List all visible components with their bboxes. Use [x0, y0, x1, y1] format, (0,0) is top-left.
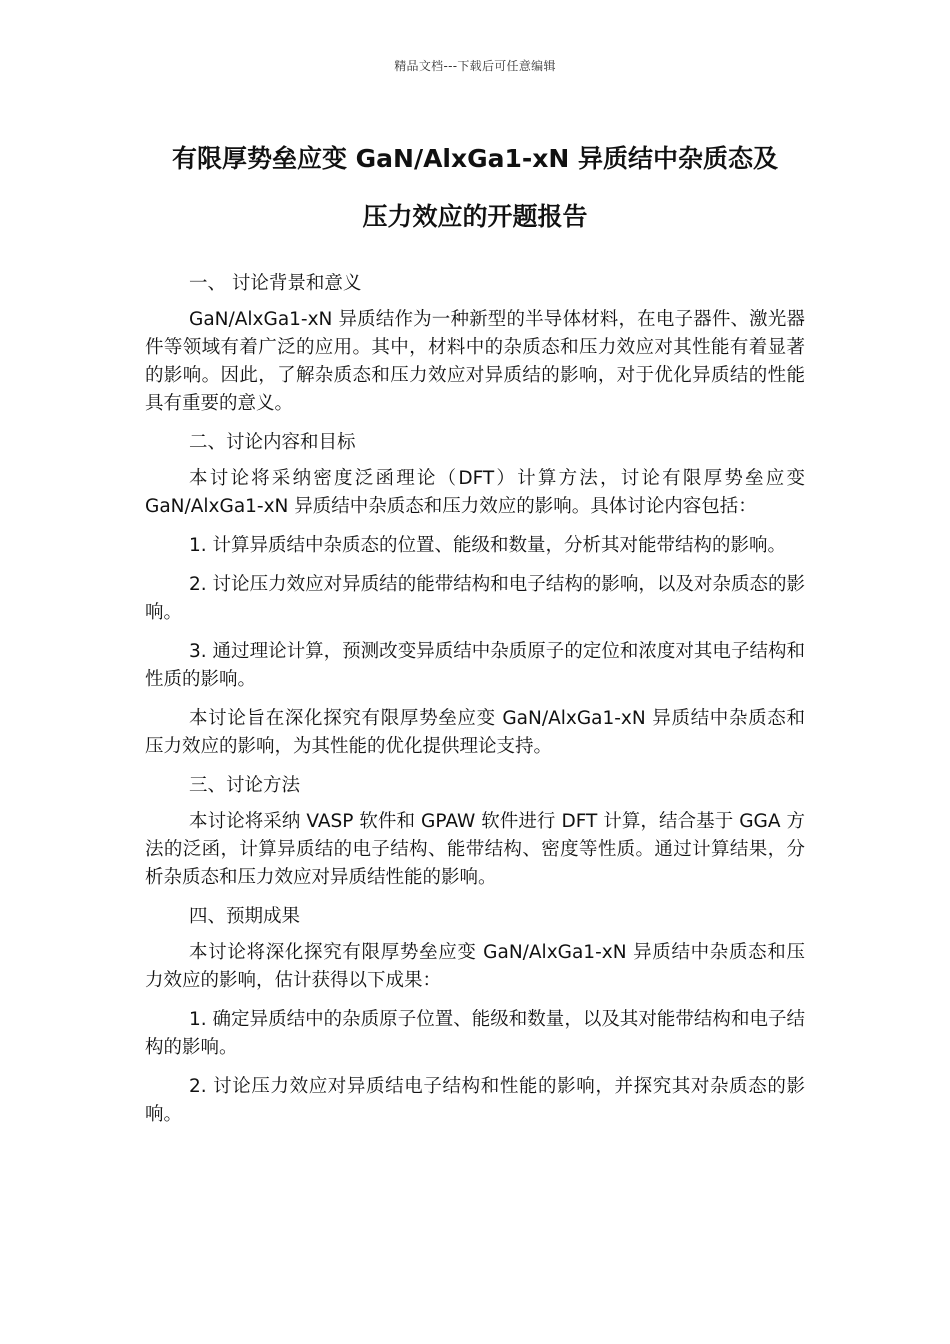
document-body — [145, 270, 805, 1140]
title-line-2: 压力效应的开题报告 — [362, 202, 588, 231]
title-line-1: 有限厚势垒应变 GaN/AlxGa1-xN 异质结中杂质态及 — [171, 144, 779, 173]
list-item: 2. 讨论压力效应对异质结的能带结构和电子结构的影响，以及对杂质态的影响。 — [145, 574, 805, 623]
section-heading-results: 四、预期成果 — [189, 906, 301, 927]
list-item: 3. 通过理论计算，预测改变异质结中杂质原子的定位和浓度对其电子结构和性质的影响。 — [145, 641, 805, 690]
list-item: 1. 确定异质结中的杂质原子位置、能级和数量，以及其对能带结构和电子结构的影响。 — [145, 1009, 805, 1058]
list-item: 2. 讨论压力效应对异质结电子结构和性能的影响，并探究其对杂质态的影响。 — [145, 1076, 805, 1125]
section-heading-background: 一、 讨论背景和意义 — [189, 273, 362, 294]
paragraph: 本讨论旨在深化探究有限厚势垒应变 GaN/AlxGa1-xN 异质结中杂质态和压力效应的影响，为其性能的优化提供理论支持。 — [145, 708, 805, 757]
document-title — [130, 130, 820, 246]
paragraph: GaN/AlxGa1-xN 异质结作为一种新型的半导体材料，在电子器件、激光器件等领域有着广泛的应用。其中，材料中的杂质态和压力效应对其性能有着显著的影响。因此，了解杂质态和压力效应对异质结的影响，对于优化异质结的性能具有重要的意义。 — [145, 309, 805, 414]
section-heading-method: 三、讨论方法 — [189, 775, 301, 796]
section-heading-content: 二、讨论内容和目标 — [189, 432, 356, 453]
paragraph: 本讨论将采纳 VASP 软件和 GPAW 软件进行 DFT 计算，结合基于 GGA 方法的泛函，计算异质结的电子结构、能带结构、密度等性质。通过计算结果，分析杂质态和压力效应对异质结性能的影响。 — [145, 811, 805, 888]
list-item: 1. 计算异质结中杂质态的位置、能级和数量，分析其对能带结构的影响。 — [189, 535, 787, 556]
paragraph: 本讨论将深化探究有限厚势垒应变 GaN/AlxGa1-xN 异质结中杂质态和压力效应的影响，估计获得以下成果： — [145, 942, 805, 991]
header-note: 精品文档---下载后可任意编辑 — [394, 59, 556, 73]
paragraph: 本讨论将采纳密度泛函理论（DFT）计算方法，讨论有限厚势垒应变 GaN/AlxGa1-xN 异质结中杂质态和压力效应的影响。具体讨论内容包括： — [145, 468, 805, 517]
